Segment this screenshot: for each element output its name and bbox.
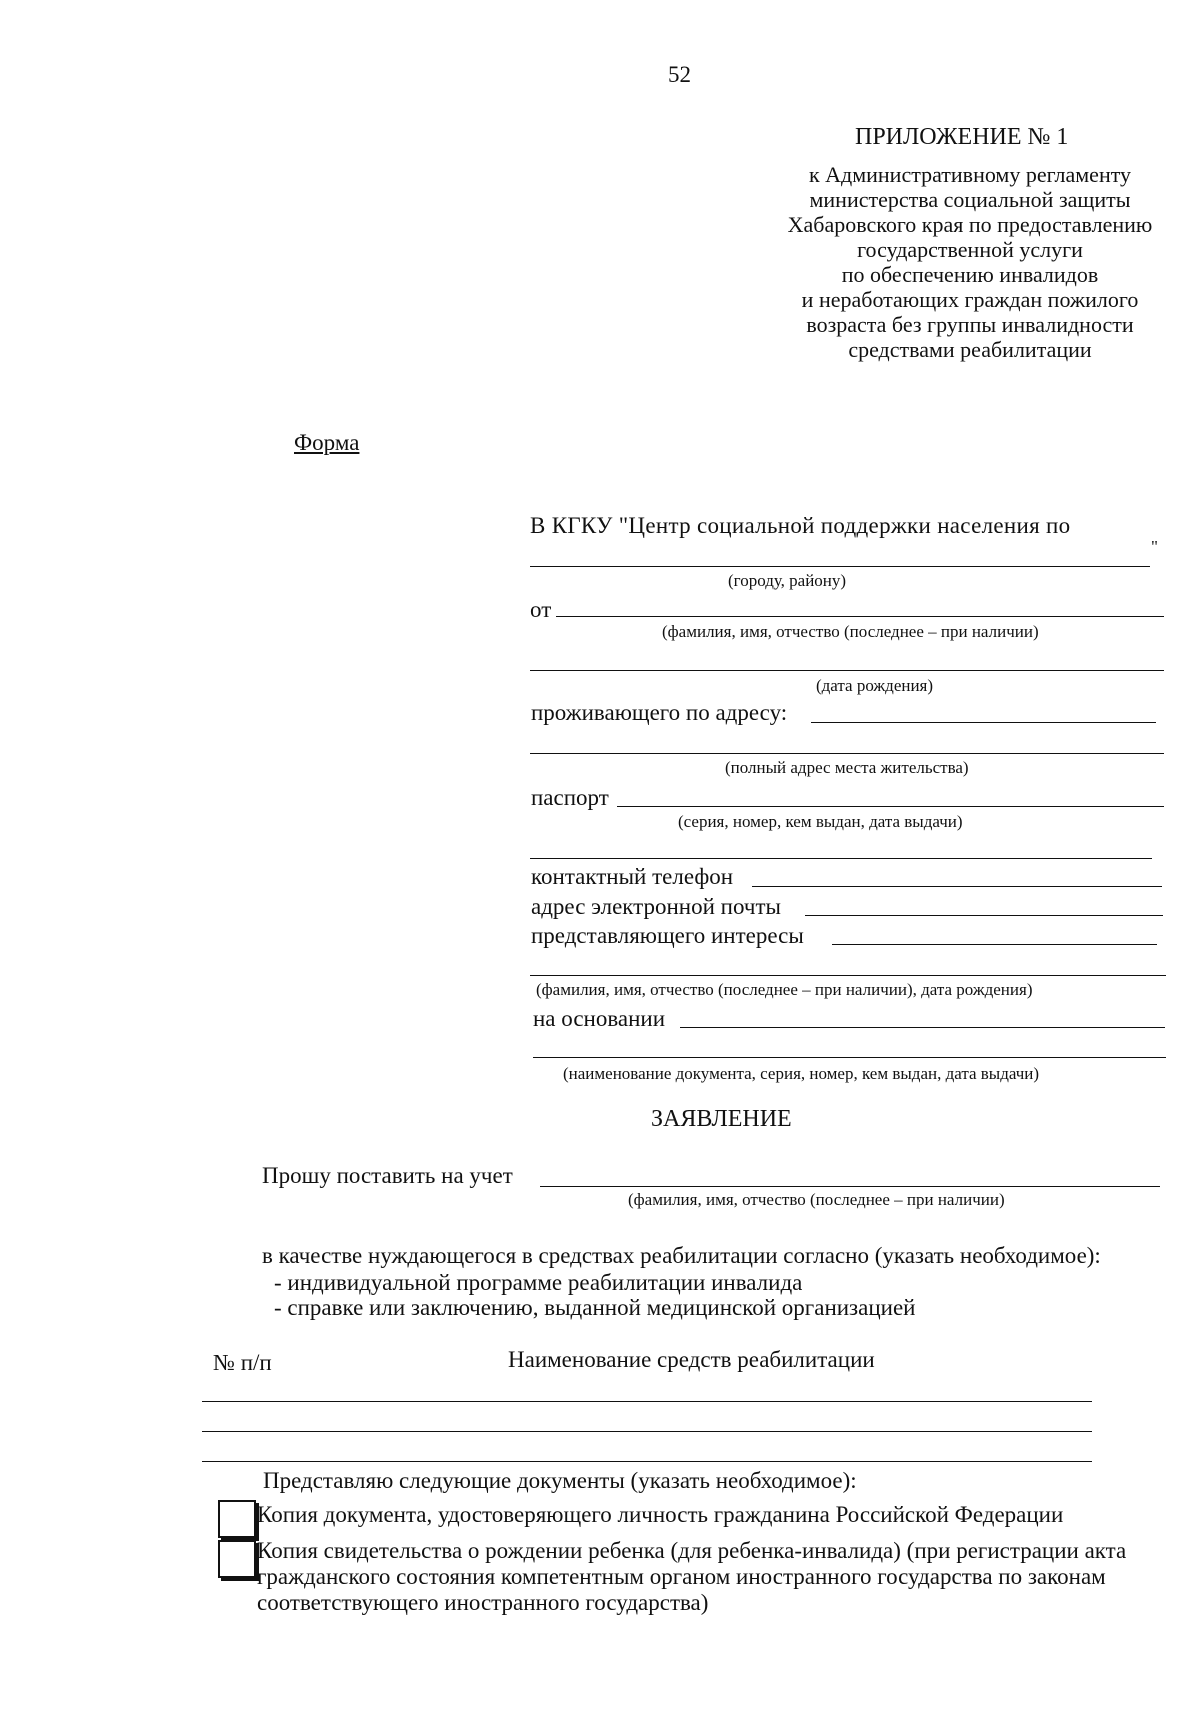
basis-field-line-2[interactable] bbox=[533, 1057, 1166, 1058]
documents-intro: Представляю следующие документы (указать необходимое): bbox=[263, 1468, 857, 1493]
table-row-line[interactable] bbox=[202, 1461, 1092, 1462]
phone-label: контактный телефон bbox=[531, 864, 734, 889]
bullet-item: - индивидуальной программе реабилитации инвалида bbox=[274, 1270, 803, 1295]
passport-hint: (серия, номер, кем выдан, дата выдачи) bbox=[678, 812, 963, 831]
basis-field-line[interactable] bbox=[680, 1027, 1165, 1028]
need-text: в качестве нуждающегося в средствах реабилитации согласно (указать необходимое): bbox=[262, 1243, 1101, 1268]
annex-line: возраста без группы инвалидности bbox=[806, 312, 1134, 337]
fio-field-line[interactable] bbox=[556, 616, 1164, 617]
birth-field-line[interactable] bbox=[530, 670, 1164, 671]
representative-field-line-2[interactable] bbox=[530, 975, 1166, 976]
annex-line: средствами реабилитации bbox=[848, 337, 1092, 362]
passport-field-line[interactable] bbox=[617, 806, 1164, 807]
bullet-item: - справке или заключению, выданной медицинской организацией bbox=[274, 1295, 916, 1320]
representative-hint: (фамилия, имя, отчество (последнее – при наличии), дата рождения) bbox=[536, 980, 1033, 999]
annex-line: к Административному регламенту bbox=[808, 162, 1132, 187]
doc-2-checkbox[interactable] bbox=[218, 1540, 256, 1578]
basis-hint: (наименование документа, серия, номер, кем выдан, дата выдачи) bbox=[563, 1064, 1040, 1083]
fio-hint: (фамилия, имя, отчество (последнее – при наличии) bbox=[662, 622, 1039, 641]
address-hint: (полный адрес места жительства) bbox=[725, 758, 969, 777]
doc-2-label-line: соответствующего иностранного государства) bbox=[257, 1590, 709, 1615]
statement-title: ЗАЯВЛЕНИЕ bbox=[651, 1106, 792, 1132]
annex-line: министерства социальной защиты bbox=[809, 187, 1131, 212]
annex-line: и неработающих граждан пожилого bbox=[801, 287, 1139, 312]
city-hint: (городу, району) bbox=[728, 571, 847, 590]
table-row-line[interactable] bbox=[202, 1401, 1092, 1402]
doc-1-label: Копия документа, удостоверяющего личность гражданина Российской Федерации bbox=[257, 1502, 1064, 1527]
address-field-line[interactable] bbox=[811, 722, 1156, 723]
table-col-num: № п/п bbox=[213, 1350, 272, 1375]
email-field-line[interactable] bbox=[805, 915, 1163, 916]
annex-title: ПРИЛОЖЕНИЕ № 1 bbox=[855, 124, 1069, 150]
table-row-line[interactable] bbox=[202, 1431, 1092, 1432]
request-label: Прошу поставить на учет bbox=[262, 1163, 513, 1188]
page-number: 52 bbox=[668, 62, 691, 87]
quote-mark: " bbox=[1151, 537, 1158, 556]
form-label: Форма bbox=[294, 430, 360, 455]
city-field-line[interactable] bbox=[530, 566, 1150, 567]
address-label: проживающего по адресу: bbox=[531, 700, 788, 725]
annex-line: Хабаровского края по предоставлению bbox=[787, 212, 1153, 237]
birth-hint: (дата рождения) bbox=[816, 676, 934, 695]
annex-line: по обеспечению инвалидов bbox=[841, 262, 1099, 287]
doc-2-label-line: Копия свидетельства о рождении ребенка (для ребенка-инвалида) (при регистрации акта bbox=[257, 1538, 1127, 1563]
request-field-line[interactable] bbox=[540, 1186, 1160, 1187]
passport-field-line-2[interactable] bbox=[530, 858, 1152, 859]
addressee-line: В КГКУ "Центр социальной поддержки населения по bbox=[530, 513, 1071, 538]
annex-block bbox=[740, 162, 1200, 362]
email-label: адрес электронной почты bbox=[531, 894, 781, 919]
doc-1-checkbox[interactable] bbox=[218, 1500, 256, 1538]
passport-label: паспорт bbox=[531, 785, 609, 810]
request-hint: (фамилия, имя, отчество (последнее – при наличии) bbox=[628, 1190, 1005, 1209]
phone-field-line[interactable] bbox=[752, 886, 1162, 887]
from-label: от bbox=[530, 597, 552, 622]
representative-label: представляющего интересы bbox=[531, 923, 804, 948]
table-col-name: Наименование средств реабилитации bbox=[508, 1347, 875, 1372]
representative-field-line[interactable] bbox=[832, 944, 1157, 945]
doc-2-label-line: гражданского состояния компетентным органом иностранного государства по законам bbox=[257, 1564, 1106, 1589]
basis-label: на основании bbox=[533, 1006, 666, 1031]
address-field-line-2[interactable] bbox=[530, 753, 1164, 754]
annex-line: государственной услуги bbox=[857, 237, 1083, 262]
